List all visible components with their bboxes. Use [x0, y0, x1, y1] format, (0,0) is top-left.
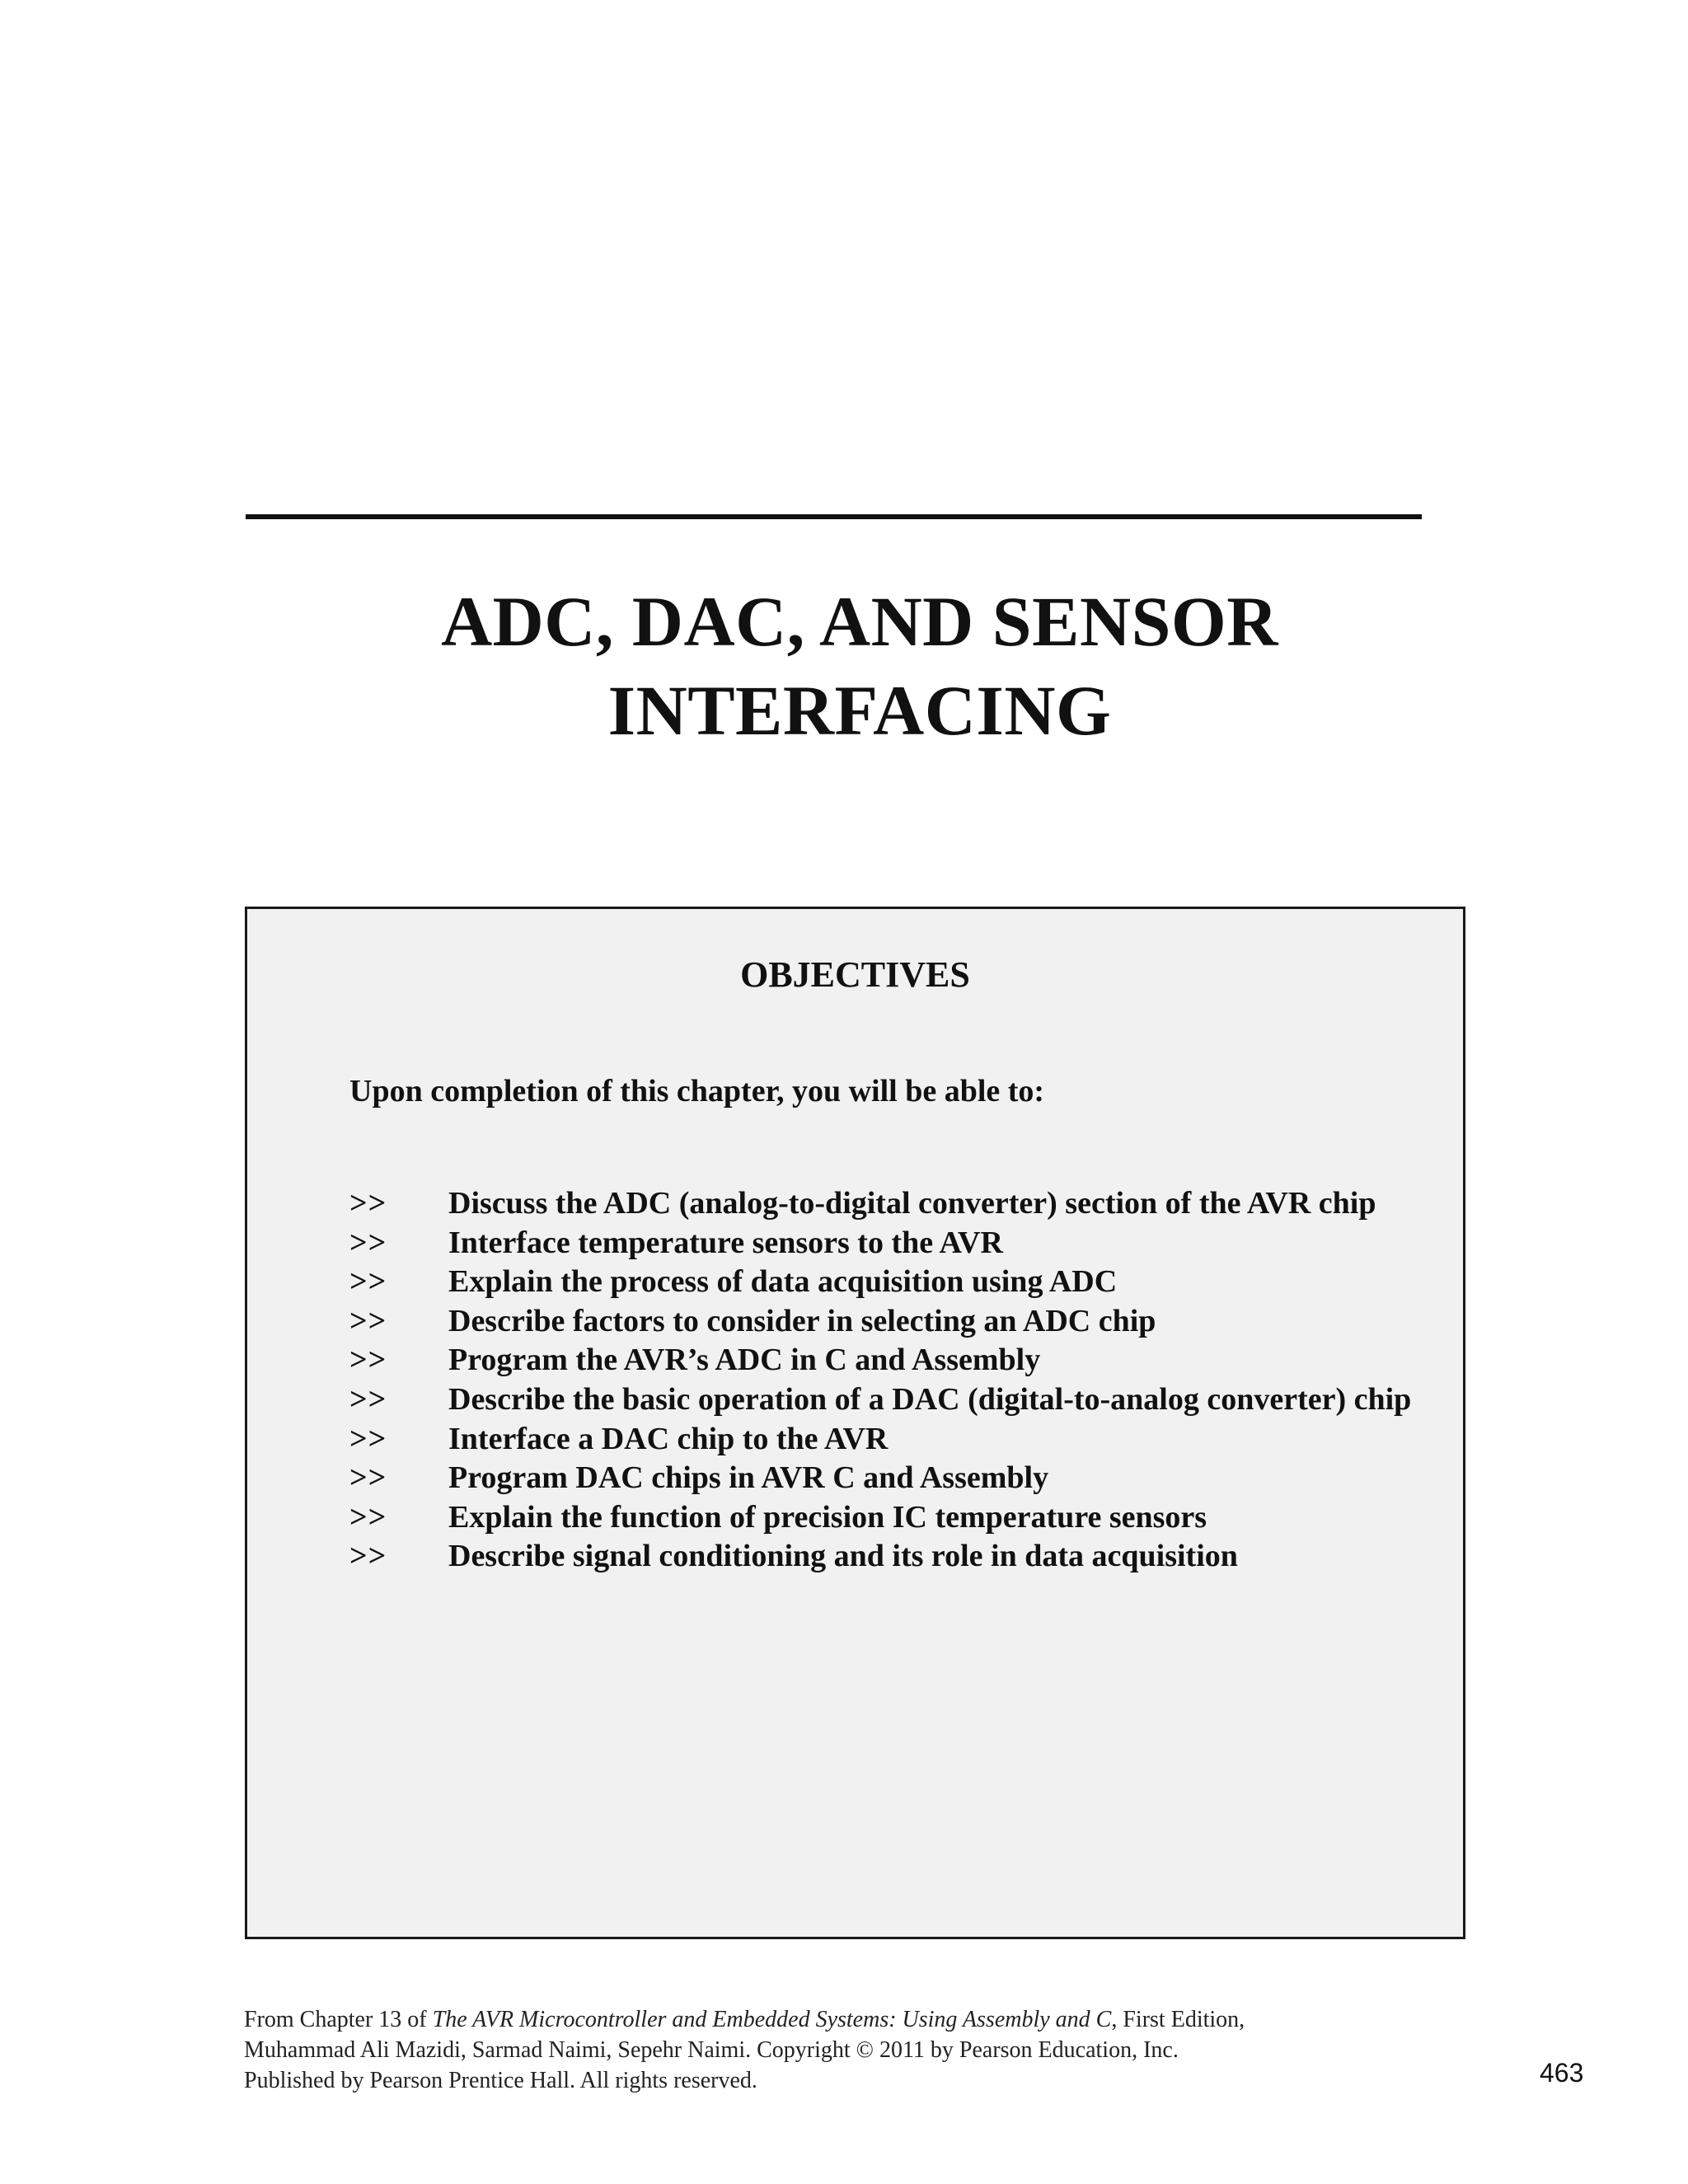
credit-edition: , First Edition, — [1111, 2007, 1245, 2032]
objective-item — [349, 1420, 1411, 1460]
source-credit-line-3: Published by Pearson Prentice Hall. All rights reserved. — [244, 2068, 757, 2093]
objective-text: Describe the basic operation of a DAC (digital-to-analog converter) chip — [448, 1381, 1412, 1417]
bullet-marker: >> — [349, 1381, 387, 1417]
title-rule — [246, 514, 1422, 519]
objectives-intro: Upon completion of this chapter, you will be able to: — [349, 1074, 1045, 1108]
objective-text: Describe factors to consider in selecting an ADC chip — [448, 1303, 1156, 1338]
objective-text: Describe signal conditioning and its role in data acquisition — [448, 1539, 1238, 1574]
bullet-marker: >> — [349, 1421, 387, 1456]
objective-item — [349, 1341, 1411, 1380]
objective-text: Program DAC chips in AVR C and Assembly — [448, 1460, 1049, 1496]
objective-text: Discuss the ADC (analog-to-digital converter) section of the AVR chip — [448, 1186, 1376, 1221]
chapter-title-line-1: ADC, DAC, AND SENSOR — [441, 582, 1278, 661]
bullet-marker: >> — [349, 1225, 387, 1260]
objective-text: Interface temperature sensors to the AVR — [448, 1225, 1003, 1260]
source-credit-line-2: Muhammad Ali Mazidi, Sarmad Naimi, Sepehr Naimi. Copyright © 2011 by Pearson Education, Inc. — [244, 2037, 1179, 2063]
objectives-list — [349, 1184, 1411, 1577]
book-title: The AVR Microcontroller and Embedded Systems: Using Assembly and C — [432, 2007, 1112, 2032]
objective-text: Explain the function of precision IC temperature sensors — [448, 1499, 1207, 1535]
bullet-marker: >> — [349, 1303, 387, 1338]
objective-item — [349, 1537, 1411, 1577]
chapter-title-line-2: INTERFACING — [607, 671, 1112, 750]
bullet-marker: >> — [349, 1539, 387, 1574]
chapter-title — [246, 577, 1474, 755]
bullet-marker: >> — [349, 1186, 387, 1221]
source-credit — [244, 2004, 1245, 2096]
bullet-marker: >> — [349, 1460, 387, 1496]
bullet-marker: >> — [349, 1264, 387, 1300]
objectives-heading: OBJECTIVES — [740, 954, 970, 995]
objective-item — [349, 1459, 1411, 1498]
objective-item — [349, 1224, 1411, 1263]
bullet-marker: >> — [349, 1343, 387, 1378]
objective-item — [349, 1184, 1411, 1224]
objective-text: Explain the process of data acquisition using ADC — [448, 1264, 1118, 1300]
bullet-marker: >> — [349, 1499, 387, 1535]
objective-text: Program the AVR’s ADC in C and Assembly — [448, 1343, 1041, 1378]
objectives-box — [245, 907, 1465, 1939]
objective-item — [349, 1380, 1411, 1420]
objective-item — [349, 1302, 1411, 1342]
source-credit-line-1 — [244, 2004, 1245, 2035]
credit-prefix: From Chapter 13 of — [244, 2007, 433, 2032]
objective-item — [349, 1263, 1411, 1302]
objective-item — [349, 1498, 1411, 1538]
page-number: 463 — [1540, 2058, 1584, 2088]
objective-text: Interface a DAC chip to the AVR — [448, 1421, 889, 1456]
